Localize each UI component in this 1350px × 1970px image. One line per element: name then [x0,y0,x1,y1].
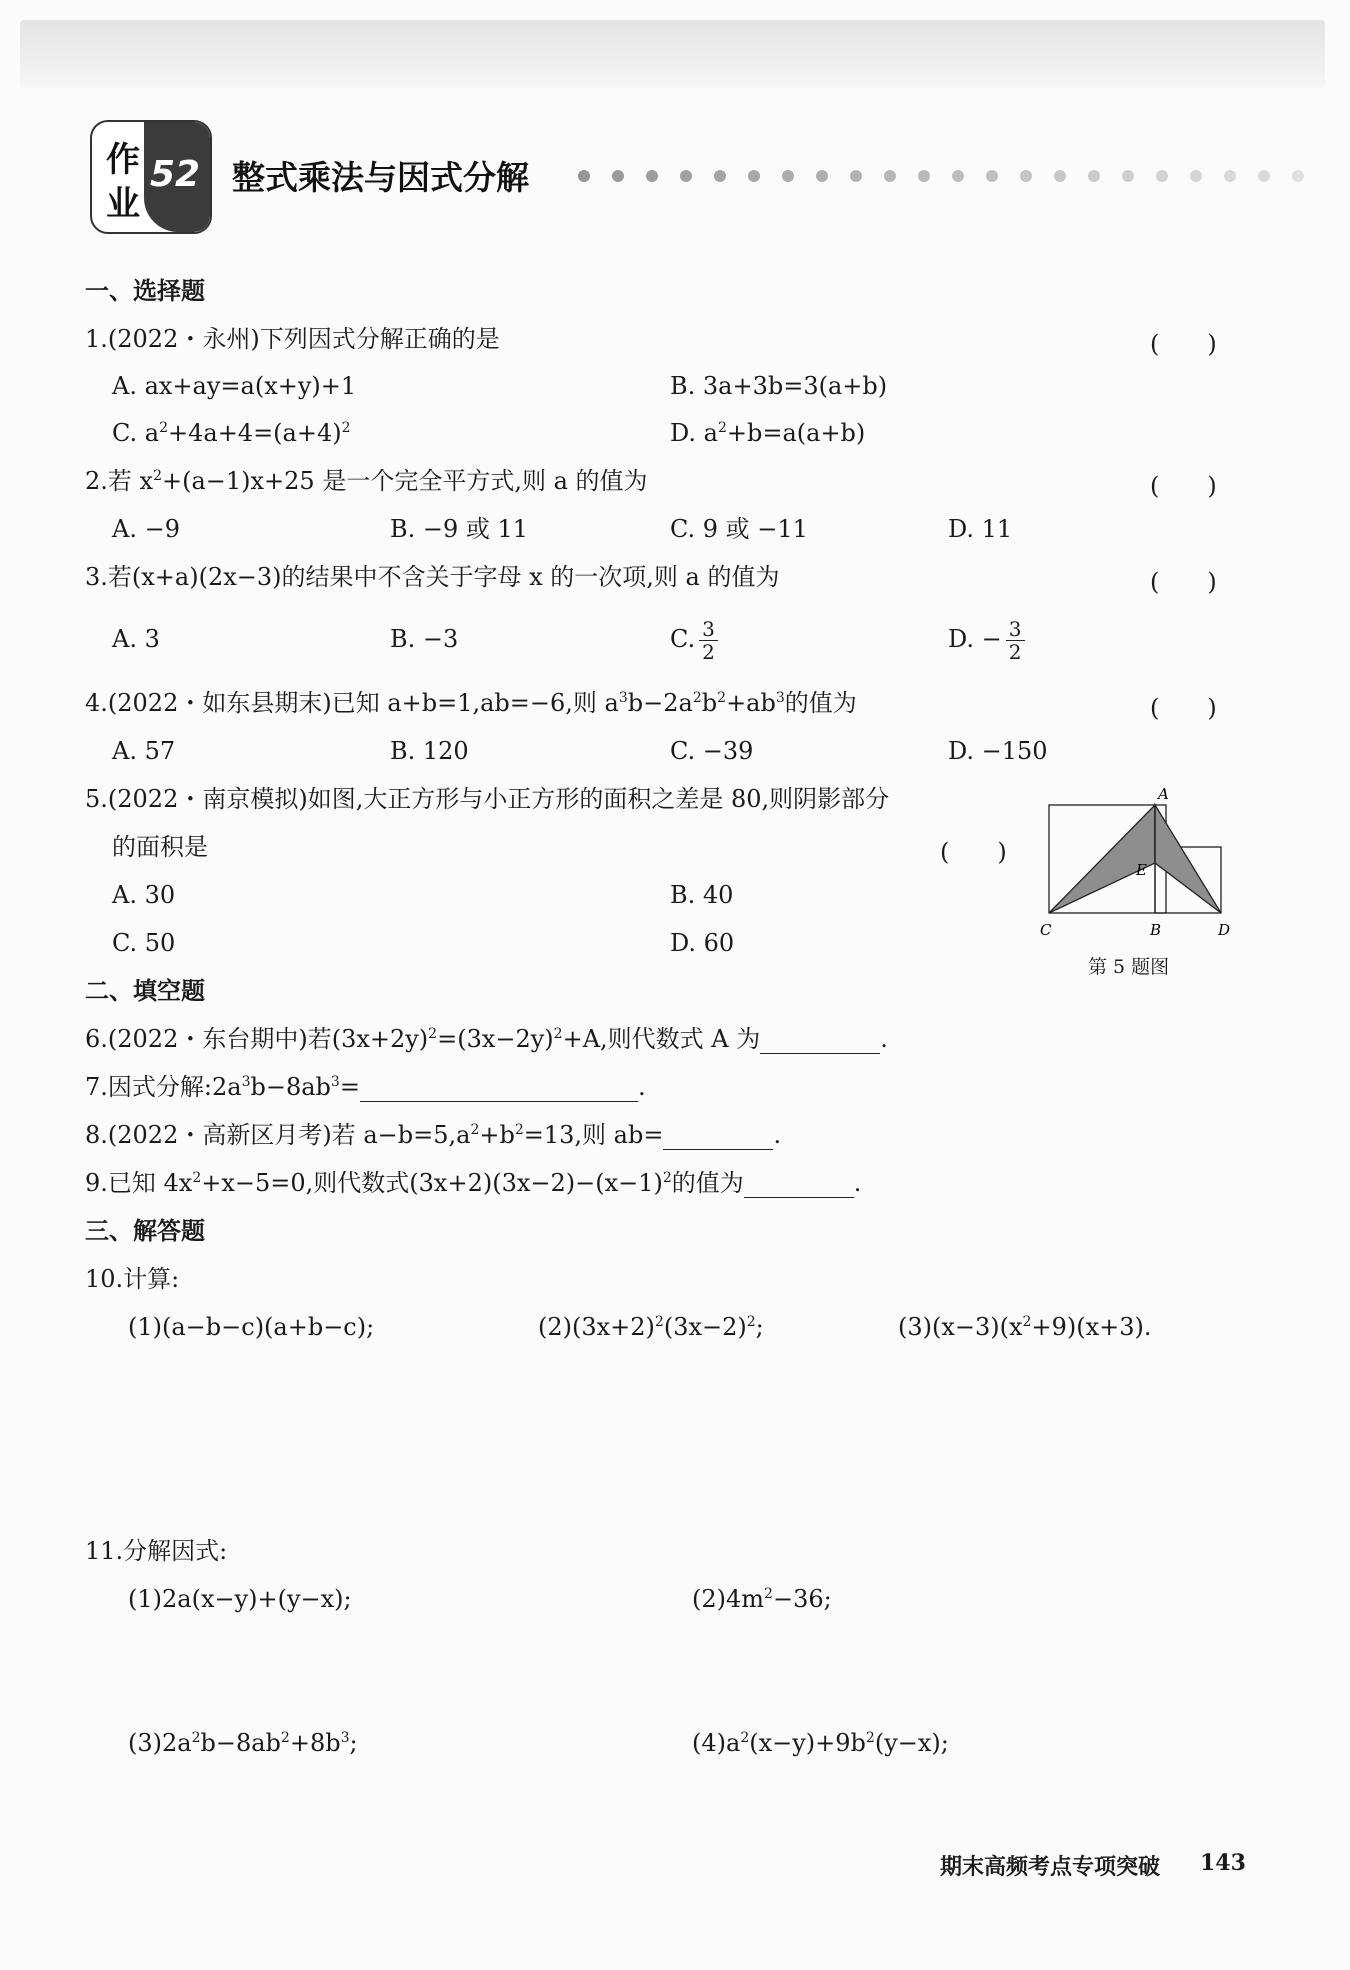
q11-part-2: $(2)4m^2-36$; [692,1585,832,1613]
title-dot [816,170,828,182]
label-e: E [1136,861,1147,879]
q1-stem: 1.(2022・永州)下列因式分解正确的是 [85,325,500,353]
q11-part-3: $(3)2a^2b-8ab^2+8b^3$; [128,1729,358,1757]
badge-number: 52 [150,154,201,195]
title-dot [986,170,998,182]
title-dot [1156,170,1168,182]
shaded-region-left [1049,805,1155,913]
q10-part-2: $(2)(3x+2)^2(3x-2)^2$; [538,1313,764,1341]
q5-figure-caption: 第 5 题图 [1088,956,1170,978]
q6-answer-blank[interactable] [760,1029,880,1054]
page-number: 143 [1200,1850,1246,1876]
label-a: A [1158,785,1169,803]
label-b: B [1150,921,1162,939]
q3-option-b: B. −3 [390,625,459,653]
q5-option-c: C. 50 [112,929,176,957]
q8-line: 8.(2022・高新区月考)若 $a-b=5,a^2+b^2=13$,则 ab= . [85,1121,782,1149]
q6-line: 6.(2022・东台期中)若$(3x+2y)^2=(3x-2y)^2+A$,则代数式 A 为 . [85,1025,888,1053]
q4-option-b: B. 120 [390,737,469,765]
shaded-region-right [1155,805,1221,913]
q5-option-a: A. 30 [112,881,176,909]
title-dot [646,170,658,182]
q2-option-c: C. 9 或 −11 [670,515,808,543]
q5-option-b: B. 40 [670,881,734,909]
homework-title: 整式乘法与因式分解 [232,158,529,197]
title-dot [612,170,624,182]
label-d: D [1218,921,1231,939]
q8-answer-blank[interactable] [663,1125,773,1150]
title-dot [1054,170,1066,182]
q3-fraction-d: $\frac{3}{2}$ [1006,618,1025,663]
q3-option-c: C. $\frac{3}{2}$ [670,610,718,668]
title-dot [680,170,692,182]
q4-option-a: A. 57 [112,737,176,765]
title-dot [884,170,896,182]
title-dot [782,170,794,182]
q2-option-b: B. −9 或 11 [390,515,529,543]
q4-option-c: C. −39 [670,737,754,765]
title-dot [952,170,964,182]
q3-answer-paren: ( ) [1150,568,1217,596]
q4-answer-paren: ( ) [1150,694,1217,722]
title-dot [1088,170,1100,182]
title-dot [1122,170,1134,182]
title-dot [1258,170,1270,182]
title-dot [1190,170,1202,182]
q5-geometry-figure [1040,785,1240,950]
section-heading-fill: 二、填空题 [85,977,205,1005]
section-heading-choice: 一、选择题 [85,277,205,305]
title-dot [850,170,862,182]
q2-option-a: A. −9 [112,515,180,543]
q4-option-d: D. −150 [948,737,1048,765]
q11-stem: 11.分解因式: [85,1537,228,1565]
q3-fraction-c: $\frac{3}{2}$ [699,618,718,663]
q9-answer-blank[interactable] [744,1173,854,1198]
q5-stem-line-1: 5.(2022・南京模拟)如图,大正方形与小正方形的面积之差是 80,则阴影部分 [85,785,890,813]
title-dot [714,170,726,182]
q11-part-1: (1)2a(x−y)+(y−x); [128,1585,352,1613]
title-dot [918,170,930,182]
title-dot-leader [578,170,1318,190]
q2-stem: 2.若 $x^2+(a-1)x+25$ 是一个完全平方式,则 a 的值为 [85,467,648,495]
q11-part-4: $(4)a^2(x-y)+9b^2(y-x)$; [692,1729,949,1757]
title-dot [1020,170,1032,182]
title-dot [1224,170,1236,182]
q7-line: 7.因式分解$:2a^3b-8ab^3=$ . [85,1073,646,1101]
q9-line: 9.已知 $4x^2+x-5=0$,则代数式$(3x+2)(3x-2)-(x-1)^2$的值为 . [85,1169,862,1197]
q1-option-d: D. $a^2+b=a(a+b)$ [670,419,866,447]
q5-stem-line-2: 的面积是 [112,833,208,861]
q1-option-c: C. $a^2+4a+4=(a+4)^2$ [112,419,351,447]
q10-part-1: (1)(a−b−c)(a+b−c); [128,1313,375,1341]
q3-option-a: A. 3 [112,625,160,653]
homework-badge [90,120,212,234]
q10-part-3: $(3)(x-3)(x^2+9)(x+3)$. [898,1313,1152,1341]
footer-book-title: 期末高频考点专项突破 [940,1855,1161,1880]
q1-option-b: B. 3a+3b=3(a+b) [670,372,888,400]
q1-option-a: A. ax+ay=a(x+y)+1 [112,372,357,400]
q10-stem: 10.计算: [85,1265,180,1293]
q3-option-d: D. − $\frac{3}{2}$ [948,610,1025,668]
label-c: C [1040,921,1052,939]
q5-answer-paren: ( ) [940,838,1007,866]
badge-char-2: 业 [106,184,140,224]
q4-stem: 4.(2022・如东县期末)已知 a+b=1,ab=−6,则 $a^3b-2a^2b^2+ab^3$的值为 [85,689,857,717]
q3-stem: 3.若(x+a)(2x−3)的结果中不含关于字母 x 的一次项,则 a 的值为 [85,563,780,591]
badge-char-1: 作 [106,140,140,180]
title-dot [748,170,760,182]
title-dot [578,170,590,182]
q5-option-d: D. 60 [670,929,735,957]
title-dot [1292,170,1304,182]
q7-answer-blank[interactable] [360,1077,638,1102]
q1-answer-paren: ( ) [1150,330,1217,358]
page-top-band [20,20,1325,88]
q2-option-d: D. 11 [948,515,1013,543]
q2-answer-paren: ( ) [1150,472,1217,500]
section-heading-solve: 三、解答题 [85,1217,205,1245]
